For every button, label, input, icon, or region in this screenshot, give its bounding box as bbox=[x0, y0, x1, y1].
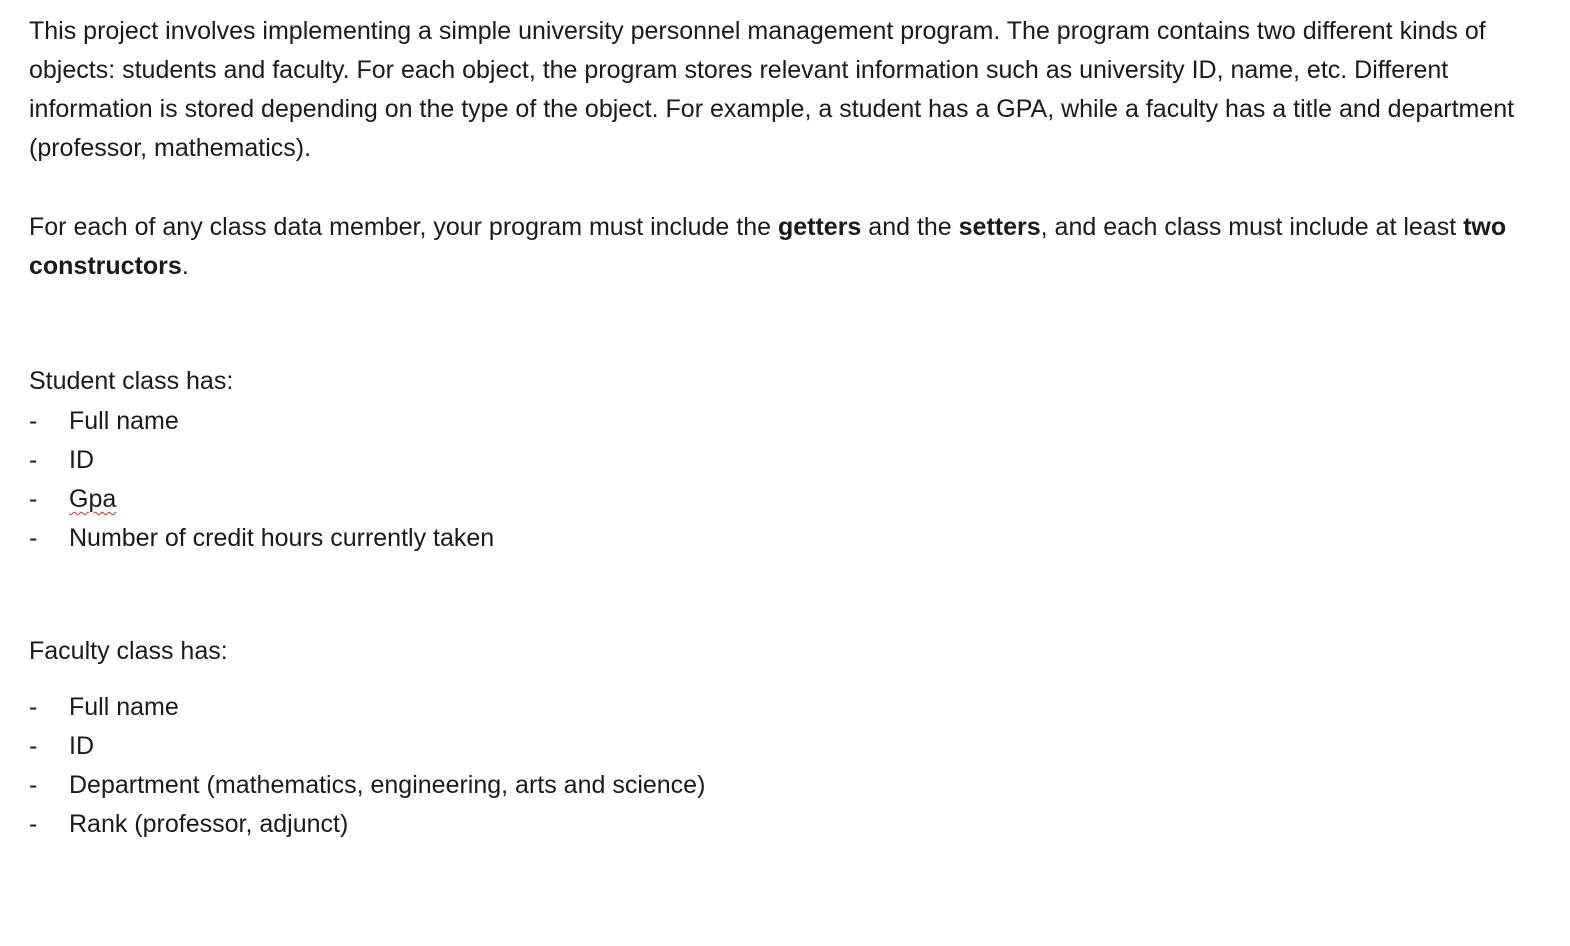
bullet-dash: - bbox=[29, 693, 38, 721]
bullet-dash: - bbox=[29, 732, 38, 760]
req-text-4: . bbox=[181, 252, 189, 280]
student-attr-credit-hours: Number of credit hours currently taken bbox=[69, 524, 495, 552]
bullet-dash: - bbox=[29, 407, 38, 435]
intro-paragraph: This project involves implementing a simple university personnel management program. The program contains two different kinds of objects: students and faculty. For each object, the program stores relevant information such as university ID, name, etc. Different information is stored depending on the type of the object. For example, a student has a GPA, while a faculty has a title and department (professor, mathematics). bbox=[29, 17, 1515, 162]
student-attr-gpa[interactable]: Gpa bbox=[69, 485, 117, 513]
faculty-attr-department: Department (mathematics, engineering, arts and science) bbox=[69, 771, 706, 799]
req-text-1: For each of any class data member, your program must include the bbox=[29, 213, 778, 241]
bullet-dash: - bbox=[29, 485, 38, 513]
req-text-2: and the bbox=[861, 213, 959, 241]
faculty-class-heading: Faculty class has: bbox=[29, 637, 228, 665]
req-bold-constructors: two constructors bbox=[29, 213, 1507, 280]
bullet-dash: - bbox=[29, 524, 38, 552]
req-text-3: , and each class must include at least bbox=[1040, 213, 1464, 241]
req-bold-setters: setters bbox=[958, 213, 1041, 241]
requirements-paragraph bbox=[29, 208, 1539, 286]
faculty-attr-full-name: Full name bbox=[69, 693, 179, 721]
req-bold-getters: getters bbox=[777, 213, 862, 241]
student-attr-full-name: Full name bbox=[69, 407, 179, 435]
bullet-dash: - bbox=[29, 771, 38, 799]
student-attr-id: ID bbox=[69, 446, 94, 474]
bullet-dash: - bbox=[29, 810, 38, 838]
faculty-attr-id: ID bbox=[69, 732, 94, 760]
student-class-heading: Student class has: bbox=[29, 367, 234, 395]
faculty-attr-rank: Rank (professor, adjunct) bbox=[69, 810, 349, 838]
bullet-dash: - bbox=[29, 446, 38, 474]
